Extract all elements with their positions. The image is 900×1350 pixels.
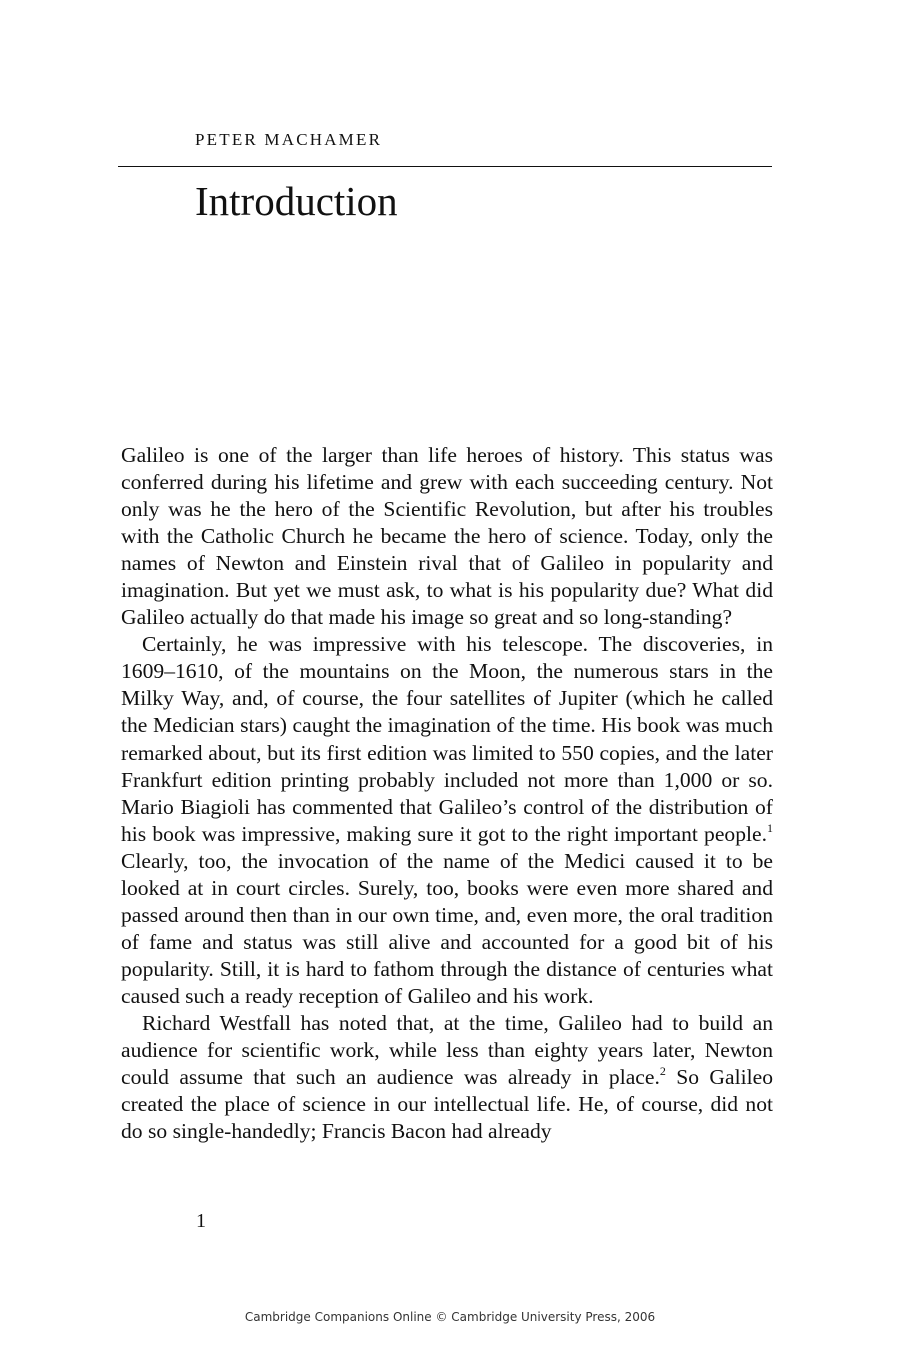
paragraph-1-text: Galileo is one of the larger than life heroes of history. This status was conferred during his lifetime and grew with each succeeding century. Not only was he the hero of the Scientific Revolution, but after his troubles with the Catholic Church he became the hero of science. Today, only the names of Newton and Einstein rival that of Galileo in popularity and imagination. But yet we must ask, to what is his popularity due? What did Galileo actually do that made his image so great and so long-standing?	[121, 443, 773, 630]
chapter-title: Introduction	[195, 178, 398, 224]
paragraph-3-text-a: Richard Westfall has noted that, at the time, Galileo had to build an audience for scientific work, while less than eighty years later, Newton could assume that such an audience was already in place.	[121, 1010, 773, 1090]
header-rule	[118, 166, 772, 167]
paragraph-2-text-a: Certainly, he was impressive with his telescope. The discoveries, in 1609–1610, of the mountains on the Moon, the numerous stars in the Milky Way, and, of course, the four satellites of Jupiter (which he called the Medician stars) caught the imagination of the time. His book was much remarked about, but its first edition was limited to 550 copies, and the later Frankfurt edition printing probably included not more than 1,000 or so. Mario Biagioli has commented that Galileo’s control of the distribution of his book was impressive, making sure it got to the right important people.	[121, 632, 773, 846]
paragraph-1	[121, 442, 773, 631]
running-head-author: PETER MACHAMER	[195, 130, 383, 149]
paragraph-2	[121, 631, 773, 1010]
page-number: 1	[196, 1210, 206, 1232]
body-text	[121, 442, 773, 1145]
footnote-ref-2[interactable]: 2	[659, 1064, 666, 1079]
footnote-ref-1[interactable]: 1	[767, 820, 773, 835]
paragraph-3-text-b: So Galileo created the place of science in our intellectual life. He, of course, did not do so single-handedly; Francis Bacon had already	[121, 1065, 773, 1144]
paragraph-2-text-b: Clearly, too, the invocation of the name of the Medici caused it to be looked at in court circles. Surely, too, books were even more shared and passed around then than in our own time, and, even more, the oral tradition of fame and status was still alive and accounted for a good bit of his popularity. Still, it is hard to fathom through the distance of centuries what caused such a ready reception of Galileo and his work.	[121, 848, 773, 1008]
paragraph-3	[121, 1010, 773, 1145]
copyright-footer: Cambridge Companions Online © Cambridge University Press, 2006	[244, 1310, 656, 1324]
